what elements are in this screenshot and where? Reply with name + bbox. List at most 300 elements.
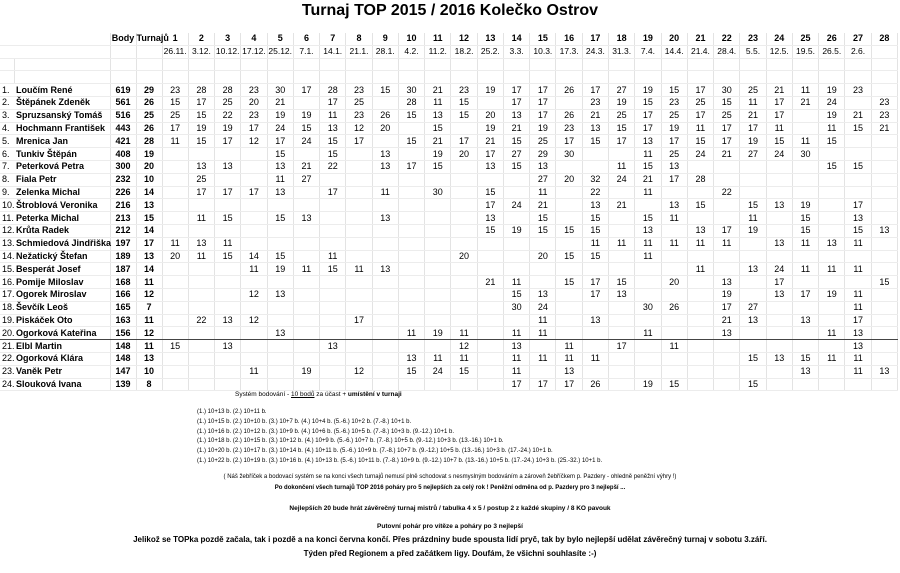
round-date: 7.1. <box>293 45 319 58</box>
score-cell <box>372 276 398 289</box>
score-cell: 11 <box>425 96 451 109</box>
player-rank: 18. <box>2 302 15 313</box>
score-cell: 15 <box>582 212 608 225</box>
score-cell: 17 <box>845 199 871 212</box>
score-cell <box>346 224 372 237</box>
score-cell <box>188 288 214 301</box>
scoring-line: (1.) 10+22 b. (2.) 10+19 b. (3.) 10+16 b. (4.) 10+13 b. (5.-6.) 10+11 b. (7.-8.) 10+9 b. (9.-12.) 10+7 b. (13.-16.) 10+5 b. (17.-24.) 10+3 b. (25.-32.) 10+1 b. <box>197 458 603 464</box>
score-cell <box>241 173 267 186</box>
round-header: 27 <box>845 33 871 45</box>
score-cell: 11 <box>162 237 188 250</box>
score-cell: 21 <box>871 122 897 135</box>
score-cell <box>556 301 582 314</box>
score-cell <box>635 352 661 365</box>
player-name: Štroblová Veronika <box>14 199 110 212</box>
score-cell <box>635 263 661 276</box>
round-date: 21.4. <box>687 45 713 58</box>
score-cell: 11 <box>556 340 582 353</box>
empty-cell <box>293 58 319 71</box>
score-cell: 15 <box>740 199 766 212</box>
player-turnaju: 12 <box>136 288 162 301</box>
scoring-system-label: Systém bodování - 10 bodů za účast + umístění v turnaji <box>235 391 402 398</box>
score-cell: 21 <box>530 199 556 212</box>
score-cell <box>215 173 241 186</box>
round-header: 11 <box>425 33 451 45</box>
score-cell <box>346 340 372 353</box>
empty-cell <box>582 58 608 71</box>
score-cell: 17 <box>766 109 792 122</box>
round-header: 15 <box>530 33 556 45</box>
score-cell: 15 <box>188 135 214 148</box>
score-cell <box>687 378 713 391</box>
round-date: 28.4. <box>714 45 740 58</box>
score-cell <box>162 186 188 199</box>
empty-cell <box>477 58 503 71</box>
score-cell <box>530 365 556 378</box>
score-cell <box>792 378 818 391</box>
score-cell: 13 <box>372 160 398 173</box>
score-cell <box>871 352 897 365</box>
score-cell <box>687 186 713 199</box>
score-cell <box>871 186 897 199</box>
score-cell <box>293 314 319 327</box>
score-cell: 13 <box>372 263 398 276</box>
score-cell: 17 <box>530 84 556 97</box>
score-cell: 21 <box>293 160 319 173</box>
score-cell <box>162 148 188 161</box>
score-cell: 25 <box>215 96 241 109</box>
score-cell <box>556 160 582 173</box>
score-cell <box>766 378 792 391</box>
score-cell <box>162 199 188 212</box>
score-cell <box>293 352 319 365</box>
score-cell <box>188 224 214 237</box>
score-cell: 11 <box>661 237 687 250</box>
score-cell <box>556 237 582 250</box>
score-cell <box>372 365 398 378</box>
player-row <box>0 301 898 314</box>
score-cell: 11 <box>792 263 818 276</box>
score-cell <box>845 148 871 161</box>
score-cell: 11 <box>609 237 635 250</box>
empty-cell <box>0 71 14 84</box>
score-cell: 30 <box>714 84 740 97</box>
score-cell <box>740 173 766 186</box>
score-cell <box>267 340 293 353</box>
empty-cell <box>503 58 529 71</box>
score-cell <box>241 237 267 250</box>
score-cell: 13 <box>661 160 687 173</box>
score-cell <box>766 327 792 340</box>
score-cell: 15 <box>162 340 188 353</box>
score-cell: 15 <box>451 365 477 378</box>
score-cell: 23 <box>346 84 372 97</box>
empty-cell <box>136 71 162 84</box>
score-cell <box>451 314 477 327</box>
score-cell <box>425 314 451 327</box>
score-cell: 19 <box>477 84 503 97</box>
score-cell <box>792 173 818 186</box>
score-cell: 13 <box>372 148 398 161</box>
score-cell <box>320 352 346 365</box>
player-body: 147 <box>110 365 136 378</box>
score-cell <box>215 378 241 391</box>
score-cell <box>609 365 635 378</box>
score-cell <box>556 212 582 225</box>
empty-cell <box>162 71 188 84</box>
score-cell <box>871 237 897 250</box>
score-cell: 17 <box>845 314 871 327</box>
player-rank: 16. <box>2 276 15 287</box>
score-cell <box>372 173 398 186</box>
score-cell: 15 <box>503 160 529 173</box>
score-cell <box>766 173 792 186</box>
score-cell: 13 <box>635 135 661 148</box>
score-cell <box>346 378 372 391</box>
score-cell <box>241 148 267 161</box>
score-cell <box>372 327 398 340</box>
round-header: 19 <box>635 33 661 45</box>
score-cell <box>346 186 372 199</box>
score-cell: 19 <box>267 263 293 276</box>
empty-cell <box>372 58 398 71</box>
score-cell <box>714 212 740 225</box>
player-row <box>0 173 898 186</box>
player-name: Pomije Miloslav <box>14 276 110 289</box>
score-cell: 13 <box>188 237 214 250</box>
score-cell <box>477 352 503 365</box>
score-cell <box>425 276 451 289</box>
score-cell: 23 <box>241 84 267 97</box>
score-cell <box>293 199 319 212</box>
score-cell: 11 <box>740 96 766 109</box>
player-name: Piskáček Oto <box>14 314 110 327</box>
score-cell: 11 <box>530 352 556 365</box>
player-name: Zelenka Michal <box>14 186 110 199</box>
score-cell <box>582 263 608 276</box>
score-cell <box>398 199 424 212</box>
score-cell: 11 <box>845 288 871 301</box>
score-cell <box>792 276 818 289</box>
score-cell <box>267 237 293 250</box>
score-cell: 19 <box>293 365 319 378</box>
player-rank: 13. <box>2 238 15 249</box>
score-cell <box>451 276 477 289</box>
score-cell: 15 <box>766 135 792 148</box>
score-cell: 13 <box>320 340 346 353</box>
score-cell: 21 <box>792 96 818 109</box>
score-cell <box>293 186 319 199</box>
round-date: 10.12. <box>215 46 240 57</box>
score-cell: 19 <box>819 84 845 97</box>
score-cell <box>556 327 582 340</box>
round-header: 14 <box>503 33 529 45</box>
player-name: Krůta Radek <box>14 224 110 237</box>
score-cell: 11 <box>819 122 845 135</box>
score-cell: 19 <box>530 122 556 135</box>
round-header: 13 <box>477 33 503 45</box>
player-body: 232 <box>110 173 136 186</box>
score-cell: 30 <box>556 148 582 161</box>
score-cell <box>293 288 319 301</box>
score-cell: 11 <box>819 327 845 340</box>
player-rank: 2. <box>0 96 14 109</box>
empty-cell <box>635 58 661 71</box>
score-cell <box>293 96 319 109</box>
score-cell: 17 <box>766 276 792 289</box>
empty-cell <box>267 71 293 84</box>
round-header: 16 <box>556 33 582 45</box>
player-name: Loučím René <box>14 84 110 97</box>
score-cell <box>661 186 687 199</box>
score-cell <box>714 173 740 186</box>
score-cell <box>661 314 687 327</box>
score-cell: 13 <box>398 352 424 365</box>
score-cell: 17 <box>609 135 635 148</box>
round-header: 6 <box>293 33 319 45</box>
score-cell: 28 <box>215 84 241 97</box>
score-cell: 12 <box>241 135 267 148</box>
score-cell: 15 <box>162 96 188 109</box>
score-cell: 19 <box>819 109 845 122</box>
player-row <box>0 122 898 135</box>
empty-cell <box>241 71 267 84</box>
score-cell: 11 <box>845 365 871 378</box>
round-date: 17.12. <box>242 46 266 57</box>
score-cell <box>477 314 503 327</box>
empty-cell <box>530 58 556 71</box>
score-cell: 27 <box>609 84 635 97</box>
score-cell <box>530 237 556 250</box>
score-cell: 13 <box>267 288 293 301</box>
score-cell: 13 <box>687 224 713 237</box>
score-cell: 27 <box>503 148 529 161</box>
score-cell <box>293 148 319 161</box>
round-header: 12 <box>451 33 477 45</box>
round-date: 5.5. <box>740 45 766 58</box>
score-cell: 17 <box>740 122 766 135</box>
score-cell: 11 <box>215 237 241 250</box>
score-cell <box>188 276 214 289</box>
player-row <box>0 199 898 212</box>
score-cell: 23 <box>871 96 897 109</box>
score-cell <box>451 186 477 199</box>
score-cell <box>766 186 792 199</box>
score-cell <box>425 340 451 353</box>
score-cell <box>792 122 818 135</box>
score-cell: 28 <box>398 96 424 109</box>
score-cell: 26 <box>372 109 398 122</box>
score-cell: 17 <box>766 96 792 109</box>
score-cell: 15 <box>320 135 346 148</box>
empty-cell <box>162 58 188 71</box>
score-cell: 15 <box>398 365 424 378</box>
score-cell: 15 <box>425 160 451 173</box>
empty-cell <box>241 58 267 71</box>
player-row <box>0 378 898 391</box>
score-cell <box>766 301 792 314</box>
disclaimer-text: ( Náš žebříček a bodovací systém se na konci všech turnajů nemusí plně schodovat s nesmyslným bodováním a zároveň žebříčkem p. Pazdery - ohledně peněžní výhry !) <box>223 474 677 480</box>
score-cell: 15 <box>845 160 871 173</box>
score-cell <box>241 327 267 340</box>
score-cell: 25 <box>609 109 635 122</box>
empty-cell <box>267 58 293 71</box>
score-cell: 20 <box>162 250 188 263</box>
player-rank: 17. <box>2 289 15 300</box>
score-cell <box>398 186 424 199</box>
score-cell <box>215 224 241 237</box>
score-cell: 30 <box>792 148 818 161</box>
score-cell <box>714 378 740 391</box>
score-cell: 30 <box>267 84 293 97</box>
score-cell <box>188 148 214 161</box>
score-cell: 19 <box>635 84 661 97</box>
score-cell <box>398 148 424 161</box>
score-cell <box>320 378 346 391</box>
score-cell: 14 <box>241 250 267 263</box>
closing-text-1: Jelikož se TOPka pozdě začala, tak i pozdě a na konci června končí. Přes prázdniny bude spousta lidí pryč, tak by bylo nejlepší udělat závěrečný turnaj v sobotu 3.září. <box>133 535 767 544</box>
body-header: Body <box>111 33 135 44</box>
score-cell: 19 <box>609 96 635 109</box>
score-cell: 20 <box>241 96 267 109</box>
score-cell <box>503 263 529 276</box>
score-cell <box>162 224 188 237</box>
score-cell <box>845 135 871 148</box>
scoring-line: (1.) 10+20 b. (2.) 10+17 b. (3.) 10+14 b. (4.) 10+11 b. (5.-6.) 10+9 b. (7.-8.) 10+7 b. (9.-12.) 10+5 b. (13.-16.) 10+3 b. (17.-24.) 10+1 b. <box>197 448 553 455</box>
empty-cell <box>320 71 346 84</box>
score-cell: 17 <box>293 84 319 97</box>
score-cell <box>819 212 845 225</box>
score-cell <box>188 352 214 365</box>
score-cell <box>477 173 503 186</box>
score-cell: 15 <box>556 276 582 289</box>
score-cell <box>267 224 293 237</box>
score-cell <box>687 314 713 327</box>
score-cell <box>162 160 188 173</box>
score-cell: 15 <box>635 96 661 109</box>
score-cell: 11 <box>530 314 556 327</box>
score-cell: 11 <box>398 327 424 340</box>
score-cell <box>714 340 740 353</box>
empty-cell <box>215 58 241 71</box>
score-cell: 17 <box>609 340 635 353</box>
score-cell <box>398 288 424 301</box>
empty-cell <box>819 71 845 84</box>
score-cell <box>293 301 319 314</box>
player-rank: 8. <box>0 173 14 186</box>
score-cell: 28 <box>188 84 214 97</box>
player-row <box>0 160 898 173</box>
player-name: Ševčík Leoš <box>14 301 110 314</box>
round-date <box>871 45 897 58</box>
score-cell <box>372 96 398 109</box>
score-cell <box>346 148 372 161</box>
score-cell <box>372 340 398 353</box>
player-turnaju: 13 <box>136 199 162 212</box>
score-cell: 13 <box>766 199 792 212</box>
empty-cell <box>503 71 529 84</box>
score-cell: 17 <box>215 135 241 148</box>
score-cell <box>162 288 188 301</box>
player-row <box>0 340 898 353</box>
score-cell <box>425 199 451 212</box>
score-cell <box>819 314 845 327</box>
score-cell: 15 <box>609 122 635 135</box>
player-turnaju: 11 <box>136 314 162 327</box>
score-cell <box>477 96 503 109</box>
round-date: 26.5. <box>819 45 845 58</box>
score-cell <box>477 301 503 314</box>
score-cell: 11 <box>740 212 766 225</box>
score-cell: 11 <box>188 212 214 225</box>
score-cell: 22 <box>215 109 241 122</box>
score-cell: 15 <box>661 378 687 391</box>
player-body: 165 <box>110 301 136 314</box>
score-cell: 15 <box>845 122 871 135</box>
score-cell <box>188 199 214 212</box>
round-date: 10.3. <box>530 45 556 58</box>
score-cell: 15 <box>556 224 582 237</box>
score-cell <box>320 301 346 314</box>
score-cell: 15 <box>188 109 214 122</box>
score-cell: 13 <box>530 288 556 301</box>
score-cell <box>162 314 188 327</box>
player-row <box>0 224 898 237</box>
score-cell: 13 <box>766 352 792 365</box>
score-cell: 23 <box>871 109 897 122</box>
player-turnaju: 10 <box>136 365 162 378</box>
score-cell <box>582 365 608 378</box>
score-cell <box>293 224 319 237</box>
score-cell: 15 <box>503 288 529 301</box>
score-cell: 13 <box>267 327 293 340</box>
empty-cell <box>425 58 451 71</box>
score-cell <box>792 327 818 340</box>
blank-row <box>0 71 898 84</box>
player-rank: 10. <box>2 199 15 210</box>
player-row <box>0 250 898 263</box>
score-cell <box>188 327 214 340</box>
score-cell <box>609 314 635 327</box>
player-body: 408 <box>110 148 136 161</box>
empty-cell <box>871 58 897 71</box>
round-date: 26.11. <box>163 46 187 57</box>
score-cell: 30 <box>425 186 451 199</box>
player-turnaju: 17 <box>136 237 162 250</box>
score-cell <box>162 173 188 186</box>
empty-cell <box>398 71 424 84</box>
score-cell <box>635 365 661 378</box>
player-body: 561 <box>110 96 136 109</box>
score-cell <box>819 365 845 378</box>
score-cell: 11 <box>267 173 293 186</box>
score-cell <box>556 186 582 199</box>
score-cell: 21 <box>477 135 503 148</box>
score-cell <box>372 250 398 263</box>
score-cell <box>477 378 503 391</box>
turnaju-header: Turnajů <box>136 33 169 44</box>
score-cell <box>451 160 477 173</box>
player-body: 139 <box>110 378 136 391</box>
player-turnaju: 25 <box>136 109 162 122</box>
score-cell <box>425 378 451 391</box>
date-spacer <box>0 45 14 58</box>
round-header: 22 <box>714 33 740 45</box>
player-row <box>0 263 898 276</box>
score-cell <box>320 173 346 186</box>
score-cell <box>819 224 845 237</box>
score-cell <box>346 199 372 212</box>
